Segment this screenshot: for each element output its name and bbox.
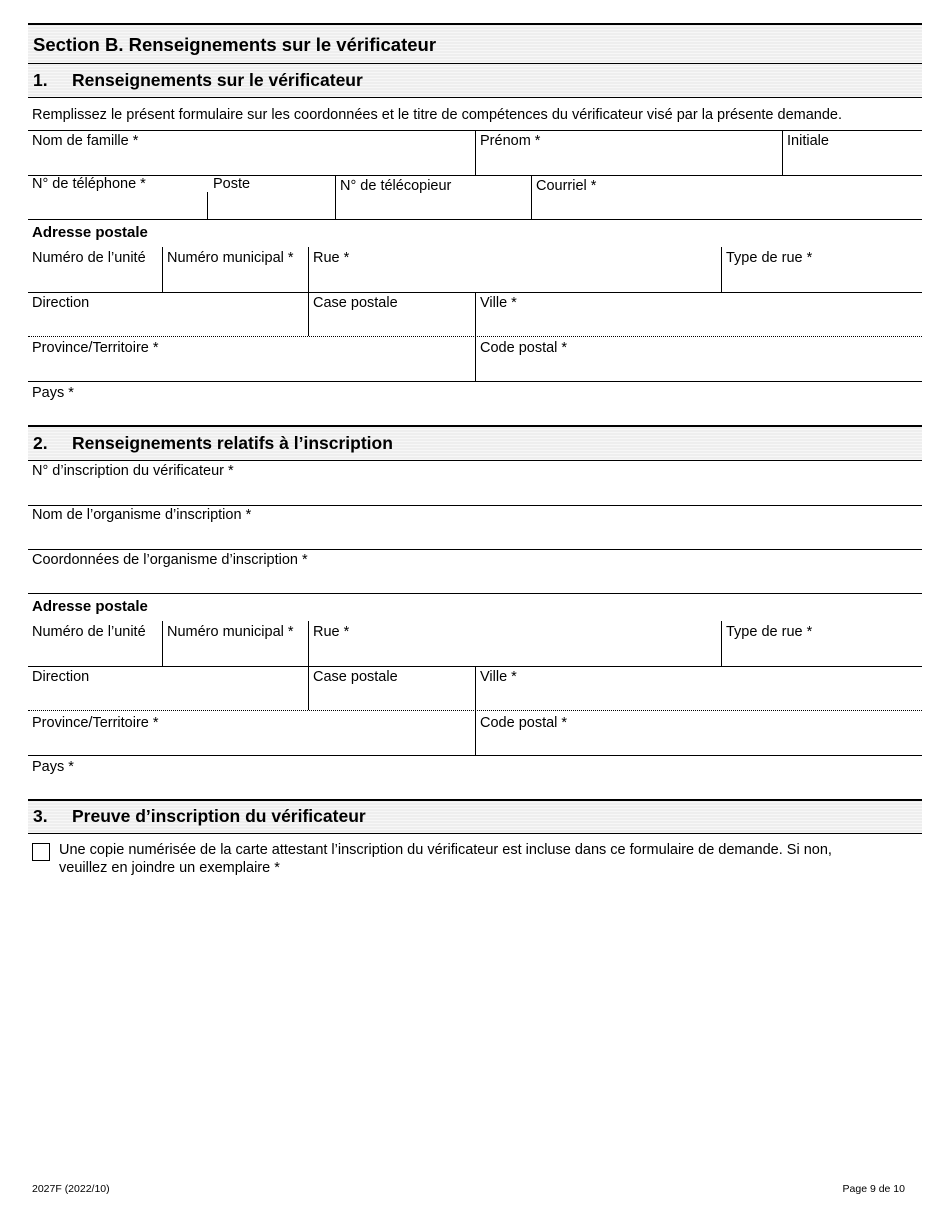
rule [28, 593, 922, 594]
p1-street-number-field[interactable] [167, 250, 294, 267]
p1-province-field[interactable] [32, 340, 159, 357]
proof-checkbox[interactable] [32, 843, 50, 861]
p1-street-label: Rue * [313, 250, 350, 266]
divider [162, 247, 163, 292]
p1-city-label: Ville * [480, 295, 517, 311]
p2-street-field[interactable] [313, 624, 349, 641]
part2-title: Renseignements relatifs à l’inscription [72, 433, 393, 453]
p1-unit-field[interactable] [32, 250, 146, 267]
part1-instructions: Remplissez le présent formulaire sur les coordonnées et le titre de compétences du vérificateur visé par la présente demande. [32, 107, 842, 123]
part2-number: 2. [33, 433, 48, 453]
email-label: Courriel * [536, 178, 597, 194]
p2-street-type-field[interactable] [726, 624, 812, 641]
p2-city-field[interactable] [480, 669, 517, 686]
p2-postal-code-label: Code postal * [480, 715, 568, 731]
extension-field[interactable] [213, 176, 250, 193]
part2-heading [33, 433, 393, 454]
dotted-rule [28, 336, 922, 337]
rule [28, 381, 922, 382]
first-name-field[interactable] [480, 133, 540, 150]
divider [721, 621, 722, 666]
registration-number-label: N° d’inscription du vérificateur * [32, 463, 234, 479]
proof-text-line2: veuillez en joindre un exemplaire * [59, 860, 280, 876]
p1-postal-code-label: Code postal * [480, 340, 568, 356]
rule [28, 505, 922, 506]
organization-name-label: Nom de l’organisme d’inscription * [32, 507, 252, 523]
proof-text-line1: Une copie numérisée de la carte attestant l’inscription du vérificateur est incluse dans ce formulaire de demande. Si non, [59, 842, 832, 858]
p1-po-box-field[interactable] [313, 295, 398, 312]
divider [207, 192, 208, 219]
part3-title: Preuve d’inscription du vérificateur [72, 806, 366, 826]
divider [162, 621, 163, 666]
p1-postal-code-field[interactable] [480, 340, 567, 357]
organization-contact-label: Coordonnées de l’organisme d’inscription * [32, 552, 308, 568]
last-name-field[interactable] [32, 133, 138, 150]
phone-field[interactable] [32, 176, 146, 193]
rule [28, 175, 922, 176]
p2-direction-label: Direction [32, 669, 90, 685]
registration-number-field[interactable] [32, 463, 234, 480]
organization-name-field[interactable] [32, 507, 251, 524]
part2-address-title: Adresse postale [32, 598, 148, 615]
part3-number: 3. [33, 806, 48, 826]
dotted-rule [28, 710, 922, 711]
p2-province-label: Province/Territoire * [32, 715, 159, 731]
rule [28, 755, 922, 756]
email-field[interactable] [536, 178, 596, 195]
p2-country-label: Pays * [32, 759, 74, 775]
part3-heading [33, 806, 366, 827]
p2-street-number-label: Numéro municipal * [167, 624, 294, 640]
extension-label: Poste [213, 176, 251, 192]
p1-unit-label: Numéro de l’unité [32, 250, 146, 266]
last-name-label: Nom de famille * [32, 133, 139, 149]
part1-number: 1. [33, 70, 48, 90]
p2-street-label: Rue * [313, 624, 350, 640]
p2-province-field[interactable] [32, 715, 159, 732]
p1-direction-field[interactable] [32, 295, 89, 312]
organization-contact-field[interactable] [32, 552, 308, 569]
p2-street-type-label: Type de rue * [726, 624, 813, 640]
part2-header-rule [28, 460, 922, 461]
part3-header-rule [28, 833, 922, 834]
page-number: Page 9 de 10 [842, 1183, 905, 1195]
p1-country-label: Pays * [32, 385, 74, 401]
p1-po-box-label: Case postale [313, 295, 398, 311]
p2-po-box-field[interactable] [313, 669, 398, 686]
fax-label: N° de télécopieur [340, 178, 452, 194]
divider [475, 130, 476, 175]
fax-field[interactable] [340, 178, 451, 195]
form-id: 2027F (2022/10) [32, 1183, 110, 1195]
divider [782, 130, 783, 175]
part1-header-rule [28, 97, 922, 98]
part1-address-title: Adresse postale [32, 224, 148, 241]
initial-label: Initiale [787, 133, 829, 149]
divider [335, 175, 336, 219]
p1-street-type-field[interactable] [726, 250, 812, 267]
p2-unit-field[interactable] [32, 624, 146, 641]
p1-street-field[interactable] [313, 250, 349, 267]
part1-heading [33, 70, 363, 91]
section-title: Section B. Renseignements sur le vérificateur [33, 34, 437, 55]
p1-city-field[interactable] [480, 295, 517, 312]
divider [531, 175, 532, 219]
p2-city-label: Ville * [480, 669, 517, 685]
first-name-label: Prénom * [480, 133, 541, 149]
p2-unit-label: Numéro de l’unité [32, 624, 146, 640]
initial-field[interactable] [787, 133, 829, 150]
p2-country-field[interactable] [32, 759, 74, 776]
p2-po-box-label: Case postale [313, 669, 398, 685]
p2-street-number-field[interactable] [167, 624, 294, 641]
p1-street-number-label: Numéro municipal * [167, 250, 294, 266]
rule [28, 549, 922, 550]
rule [28, 219, 922, 220]
part1-title: Renseignements sur le vérificateur [72, 70, 363, 90]
p1-street-type-label: Type de rue * [726, 250, 813, 266]
p2-direction-field[interactable] [32, 669, 89, 686]
p2-postal-code-field[interactable] [480, 715, 567, 732]
p1-direction-label: Direction [32, 295, 90, 311]
p1-country-field[interactable] [32, 385, 74, 402]
p1-province-label: Province/Territoire * [32, 340, 159, 356]
phone-label: N° de téléphone * [32, 176, 146, 192]
divider [721, 247, 722, 292]
